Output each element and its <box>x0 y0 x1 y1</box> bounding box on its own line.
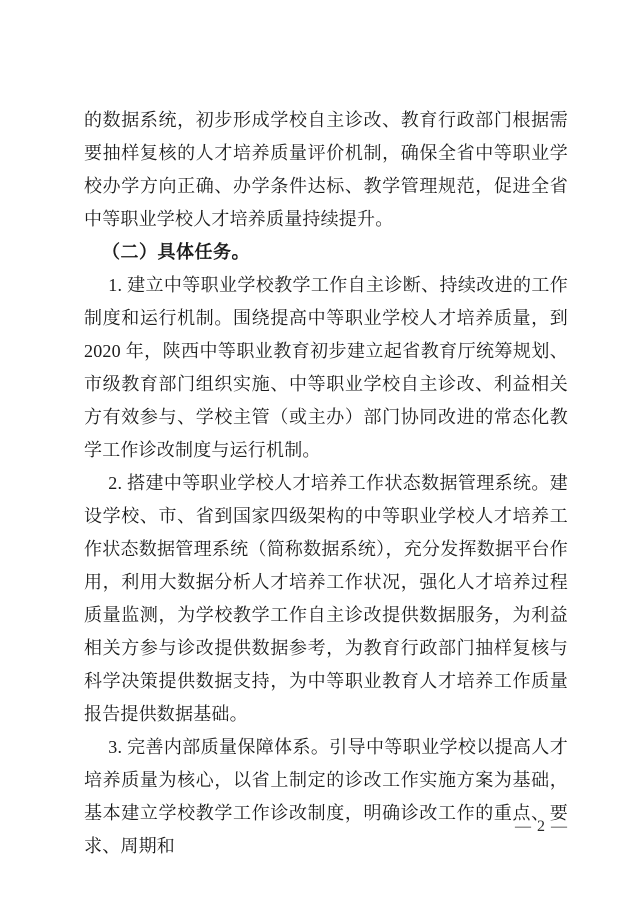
page-number: — 2 — <box>515 818 568 835</box>
task-paragraph-3: 3. 完善内部质量保障体系。引导中等职业学校以提高人才培养质量为核心，以省上制定的诊改工作实施方案为基础，基本建立学校教学工作诊改制度，明确诊改工作的重点、要求、周期和 <box>84 737 568 856</box>
section-heading: （二）具体任务。 <box>102 242 250 262</box>
paragraph-continuation: 的数据系统，初步形成学校自主诊改、教育行政部门根据需要抽样复核的人才培养质量评价机制，确保全省中等职业学校办学方向正确、办学条件达标、教学管理规范，促进全省中等职业学校人才培养质量持续提升。 <box>84 110 568 229</box>
task-paragraph-2: 2. 搭建中等职业学校人才培养工作状态数据管理系统。建设学校、市、省到国家四级架构的中等职业学校人才培养工作状态数据管理系统（简称数据系统），充分发挥数据平台作用，利用大数据分析人才培养工作状况，强化人才培养过程质量监测，为学校教学工作自主诊改提供数据服务，为利益相关方参与诊改提供数据参考，为教育行政部门抽样复核与科学决策提供数据支持，为中等职业教育人才培养工作质量报告提供数据基础。 <box>84 473 568 724</box>
task-paragraph-1: 1. 建立中等职业学校教学工作自主诊断、持续改进的工作制度和运行机制。围绕提高中等职业学校人才培养质量，到 2020 年，陕西中等职业教育初步建立起省教育厅统筹规划、市级教育部门组织实施、中等职业学校自主诊改、利益相关方有效参与、学校主管（或主办）部门协同改进的常态化教学工作诊改制度与运行机制。 <box>84 275 568 460</box>
document-body <box>84 104 568 863</box>
